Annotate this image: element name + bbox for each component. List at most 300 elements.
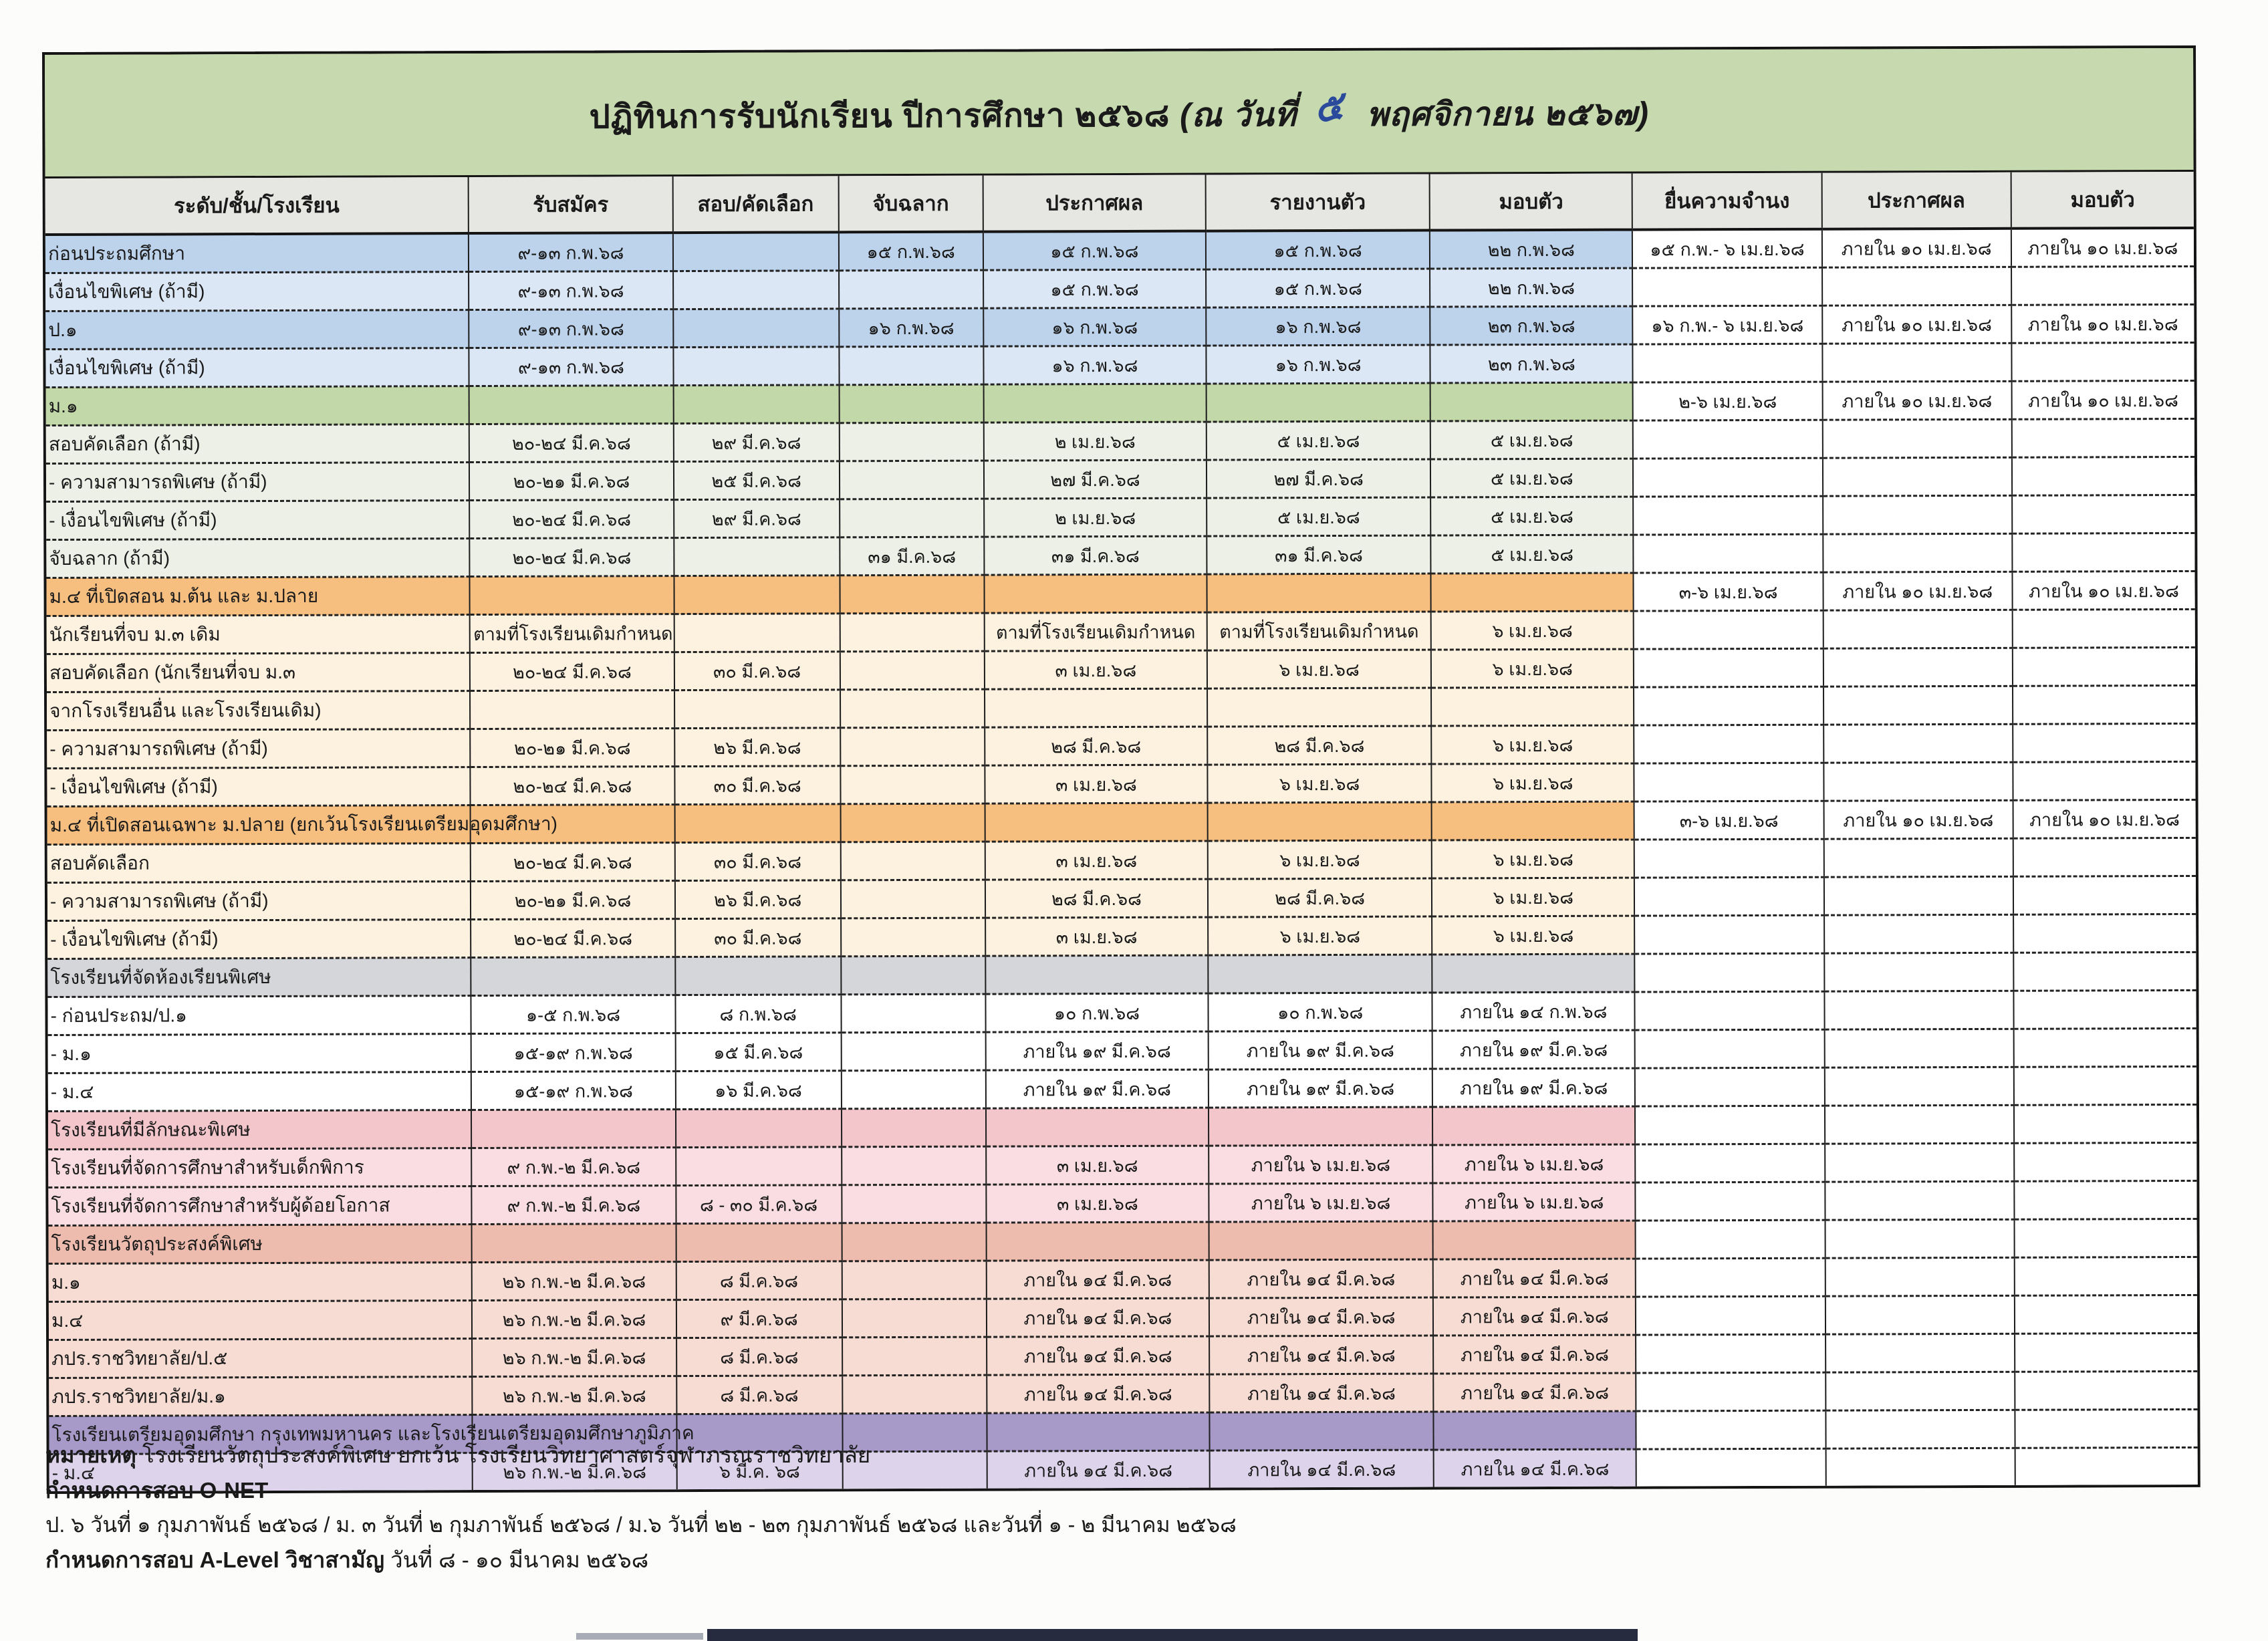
- date-cell: ๑๖ ก.พ.๖๘: [983, 307, 1206, 346]
- date-cell: ๑๕ มี.ค.๖๘: [675, 1033, 841, 1071]
- date-cell: [2013, 723, 2195, 762]
- date-cell: [1433, 1221, 1636, 1259]
- row-label: ม.๔ ที่เปิดสอน ม.ต้น และ ม.ปลาย: [46, 577, 470, 616]
- date-cell: ๓ เม.ย.๖๘: [986, 1184, 1209, 1223]
- row-label: - เงื่อนไขพิเศษ (ถ้ามี): [47, 767, 471, 807]
- date-cell: [839, 346, 983, 385]
- handwritten-date: ๕: [1310, 83, 1348, 131]
- date-cell: ๑๕ ก.พ.๖๘: [983, 231, 1206, 271]
- date-cell: [1633, 420, 1822, 459]
- date-cell: ๒๖ มี.ค.๖๘: [674, 728, 840, 767]
- date-cell: ภายใน ๑๙ มี.ค.๖๘: [1209, 1069, 1432, 1108]
- date-cell: [840, 461, 984, 499]
- date-cell: ๖ เม.ย.๖๘: [1208, 916, 1432, 955]
- date-cell: ภายใน ๑๙ มี.ค.๖๘: [1432, 1030, 1635, 1069]
- date-cell: [1430, 382, 1633, 421]
- date-cell: ๕ เม.ย.๖๘: [1207, 497, 1430, 536]
- note-text: โรงเรียนวัตถุประสงค์พิเศษ ยกเว้น โรงเรียนวิทยาศาสตร์จุฬาภรณราชวิทยาลัย: [142, 1442, 871, 1467]
- date-cell: [674, 576, 840, 614]
- date-cell: ภายใน ๑๐ เม.ย.๖๘: [1822, 305, 2011, 344]
- row-label: โรงเรียนที่จัดการศึกษาสำหรับเด็กพิการ: [48, 1148, 472, 1188]
- date-cell: [1635, 1106, 1824, 1144]
- date-cell: [842, 1261, 986, 1299]
- date-cell: [2013, 647, 2195, 686]
- date-cell: [1636, 1144, 1825, 1182]
- column-header: รายงานตัว: [1206, 174, 1430, 231]
- date-cell: ภายใน ๑๔ มี.ค.๖๘: [1210, 1450, 1434, 1488]
- section-header-row: [47, 799, 2196, 844]
- date-cell: ๒๖ ก.พ.-๒ มี.ค.๖๘: [472, 1262, 676, 1301]
- date-cell: ตามที่โรงเรียนเดิมกำหนด: [984, 612, 1207, 651]
- date-cell: ภายใน ๑๐ เม.ย.๖๘: [2012, 571, 2194, 610]
- row-label: จับฉลาก (ถ้ามี): [46, 539, 470, 578]
- date-cell: [1635, 915, 1824, 954]
- date-cell: ๒๖ ก.พ.-๒ มี.ค.๖๘: [473, 1376, 676, 1415]
- date-cell: ๑๐ ก.พ.๖๘: [1208, 993, 1432, 1031]
- date-cell: [2013, 838, 2195, 876]
- date-cell: [984, 574, 1207, 613]
- row-label: ภปร.ราชวิทยาลัย/ม.๑: [49, 1377, 473, 1416]
- date-cell: [986, 1108, 1209, 1146]
- date-cell: ๕ เม.ย.๖๘: [1207, 421, 1430, 460]
- date-cell: [471, 1110, 675, 1148]
- date-cell: [1633, 344, 1822, 382]
- date-cell: ๓๐ มี.ค.๖๘: [674, 766, 840, 805]
- date-cell: [673, 347, 839, 386]
- date-cell: [674, 804, 840, 843]
- date-cell: ๒๐-๒๔ มี.ค.๖๘: [471, 767, 674, 805]
- note-label: หมายเหตุ: [45, 1442, 136, 1467]
- table-row: [47, 647, 2195, 692]
- date-cell: [842, 1375, 987, 1414]
- date-cell: ๕ เม.ย.๖๘: [1431, 535, 1634, 574]
- date-cell: ภายใน ๑๔ มี.ค.๖๘: [1433, 1335, 1636, 1374]
- date-cell: ๖ เม.ย.๖๘: [1207, 764, 1431, 803]
- date-cell: ๒๒ ก.พ.๖๘: [1430, 268, 1632, 307]
- date-cell: [985, 688, 1207, 727]
- date-cell: [1823, 648, 2012, 686]
- onet-detail: ป. ๖ วันที่ ๑ กุมภาพันธ์ ๒๕๖๘ / ม. ๓ วันที่ ๒ กุมภาพันธ์ ๒๕๖๘ / ม.๖ วันที่ ๒๒ - ๒๓ กุมภาพันธ์ ๒๕๖๘ และวันที่ ๑ - ๒ มีนาคม ๒๕๖๘: [45, 1513, 1237, 1537]
- table-row: [49, 1371, 2197, 1416]
- date-cell: ๓๑ มี.ค.๖๘: [984, 536, 1207, 575]
- date-cell: [1824, 1067, 2013, 1106]
- date-cell: [2013, 761, 2195, 800]
- date-cell: [1431, 573, 1634, 612]
- date-cell: ๙-๑๓ ก.พ.๖๘: [469, 348, 673, 386]
- admissions-table-body: [45, 228, 2198, 1491]
- date-cell: [472, 1224, 676, 1263]
- table-row: [46, 457, 2194, 501]
- table-row: [45, 342, 2194, 387]
- date-cell: [840, 499, 984, 537]
- row-label: ม.๑: [49, 1263, 473, 1302]
- row-label: - ความสามารถพิเศษ (ถ้ามี): [47, 729, 471, 769]
- date-cell: ๘ มี.ค.๖๘: [676, 1376, 842, 1414]
- date-cell: [840, 765, 985, 804]
- date-cell: ๖ เม.ย.๖๘: [1208, 840, 1432, 879]
- date-cell: [2013, 914, 2196, 953]
- table-row: [45, 228, 2194, 273]
- title-bar: [45, 48, 2194, 178]
- date-cell: [1824, 914, 2013, 953]
- section-header-row: [48, 1104, 2196, 1149]
- date-cell: [676, 1223, 842, 1262]
- section-header-row: [47, 952, 2196, 997]
- date-cell: [1632, 267, 1821, 306]
- date-cell: ๓๐ มี.ค.๖๘: [674, 842, 840, 881]
- date-cell: [1823, 838, 2013, 877]
- date-cell: ๒๐-๒๔ มี.ค.๖๘: [469, 424, 673, 463]
- date-cell: ๖ เม.ย.๖๘: [1431, 611, 1634, 650]
- date-cell: [1634, 648, 1823, 687]
- date-cell: [2013, 1028, 2196, 1067]
- row-label: โรงเรียนที่จัดห้องเรียนพิเศษ: [47, 958, 471, 997]
- row-label: โรงเรียนเตรียมอุดมศึกษา กรุงเทพมหานคร และโรงเรียนเตรียมอุดมศึกษาภูมิภาค: [49, 1415, 473, 1455]
- column-header: จับฉลาก: [838, 176, 983, 233]
- date-cell: [2014, 1066, 2196, 1105]
- date-cell: ๖ เม.ย.๖๘: [1432, 840, 1634, 878]
- date-cell: ๒ เม.ย.๖๘: [984, 422, 1207, 461]
- date-cell: [1635, 991, 1824, 1030]
- date-cell: ๒๖ ก.พ.-๒ มี.ค.๖๘: [472, 1338, 676, 1377]
- date-cell: [840, 651, 985, 690]
- date-cell: [2014, 1142, 2196, 1181]
- date-cell: ภายใน ๑๔ มี.ค.๖๘: [1209, 1259, 1433, 1298]
- date-cell: ๖ เม.ย.๖๘: [1432, 878, 1634, 916]
- table-row: [48, 1180, 2196, 1225]
- admission-calendar-sheet: [42, 45, 2200, 1494]
- table-row: [47, 838, 2196, 882]
- date-cell: [2015, 1371, 2197, 1410]
- date-cell: ๒๖ ก.พ.-๒ มี.ค.๖๘: [473, 1453, 676, 1490]
- row-label: - เงื่อนไขพิเศษ (ถ้ามี): [47, 920, 471, 959]
- section-header-row: [46, 380, 2194, 425]
- table-row: [45, 304, 2194, 349]
- date-cell: ภายใน ๑๔ มี.ค.๖๘: [1433, 1373, 1636, 1412]
- date-cell: ๒๓ ก.พ.๖๘: [1430, 344, 1633, 383]
- date-cell: [1825, 1334, 2015, 1372]
- column-header: ประกาศผล: [983, 175, 1205, 232]
- date-cell: [841, 994, 985, 1033]
- date-cell: [1825, 1181, 2014, 1220]
- column-header: รับสมัคร: [469, 176, 672, 233]
- date-cell: [983, 384, 1206, 422]
- date-cell: ภายใน ๑๙ มี.ค.๖๘: [985, 1031, 1208, 1070]
- table-row: [47, 609, 2195, 654]
- date-cell: [840, 613, 984, 652]
- date-cell: ๓-๖ เม.ย.๖๘: [1634, 801, 1823, 840]
- date-cell: ๖ มี.ค. ๖๘: [676, 1452, 842, 1489]
- date-cell: [2013, 952, 2196, 991]
- date-cell: [674, 690, 840, 729]
- date-cell: [1635, 953, 1824, 992]
- alevel-text: วันที่ ๘ - ๑๐ มีนาคม ๒๕๖๘: [390, 1547, 649, 1572]
- date-cell: [2015, 1333, 2197, 1372]
- row-label: สอบคัดเลือก (ถ้ามี): [46, 424, 470, 464]
- date-cell: [1207, 574, 1431, 612]
- date-cell: [1636, 1372, 1825, 1411]
- date-cell: ๑๖ ก.พ.๖๘: [839, 308, 983, 347]
- date-cell: ๘ มี.ค.๖๘: [676, 1261, 842, 1300]
- date-cell: ภายใน ๖ เม.ย.๖๘: [1209, 1183, 1432, 1222]
- table-row: [47, 723, 2195, 768]
- date-cell: ๖ เม.ย.๖๘: [1431, 725, 1634, 764]
- date-cell: [1824, 876, 2013, 915]
- date-cell: ๓๑ มี.ค.๖๘: [1207, 535, 1430, 574]
- date-cell: ๒๖ มี.ค.๖๘: [674, 880, 840, 919]
- date-cell: [1209, 1107, 1432, 1146]
- date-cell: [1207, 383, 1430, 422]
- date-cell: [841, 956, 985, 995]
- date-cell: [839, 270, 983, 309]
- date-cell: [1634, 496, 1823, 535]
- date-cell: [1432, 1106, 1635, 1145]
- date-cell: [1825, 1295, 2014, 1334]
- date-cell: [674, 614, 840, 652]
- date-cell: ๓๐ มี.ค.๖๘: [675, 918, 841, 957]
- date-cell: ๒๐-๒๑ มี.ค.๖๘: [471, 729, 674, 767]
- date-cell: [840, 727, 985, 766]
- date-cell: ๒-๖ เม.ย.๖๘: [1633, 382, 1822, 420]
- date-cell: ภายใน ๑๔ มี.ค.๖๘: [987, 1260, 1209, 1299]
- date-cell: [841, 1032, 985, 1071]
- date-cell: [1635, 1029, 1824, 1068]
- row-label: ภปร.ราชวิทยาลัย/ป.๕: [49, 1339, 473, 1378]
- date-cell: [470, 690, 674, 729]
- date-cell: [676, 1147, 842, 1186]
- date-cell: [673, 271, 839, 309]
- date-cell: [1636, 1258, 1825, 1297]
- date-cell: ๘ ก.พ.๖๘: [675, 995, 841, 1033]
- date-cell: [1824, 991, 2013, 1029]
- date-cell: [2011, 342, 2194, 381]
- date-cell: [1208, 955, 1432, 993]
- column-header: ยื่นความจำนง: [1632, 173, 1821, 230]
- table-row: [46, 533, 2194, 578]
- row-label: - ม.๑: [48, 1034, 472, 1074]
- title-main: ปฏิทินการรับนักเรียน ปีการศึกษา ๒๕๖๘: [589, 97, 1170, 135]
- date-cell: [1636, 1220, 1825, 1259]
- date-cell: ๓ เม.ย.๖๘: [985, 765, 1207, 803]
- row-label: สอบคัดเลือก (นักเรียนที่จบ ม.๓: [47, 653, 471, 692]
- date-cell: [1634, 877, 1823, 916]
- date-cell: [986, 1222, 1209, 1261]
- date-cell: [1634, 839, 1823, 878]
- date-cell: ๙-๑๓ ก.พ.๖๘: [469, 233, 672, 271]
- date-cell: ๒๙ มี.ค.๖๘: [674, 499, 840, 538]
- date-cell: ภายใน ๑๐ เม.ย.๖๘: [1822, 381, 2011, 420]
- date-cell: [2014, 1257, 2196, 1295]
- column-header: ระดับ/ชั้น/โรงเรียน: [45, 177, 469, 235]
- date-cell: [1636, 1334, 1825, 1373]
- date-cell: [839, 384, 983, 423]
- onet-heading: กำหนดการสอบ O-NET: [45, 1478, 269, 1503]
- table-row: [47, 990, 2196, 1035]
- column-header: มอบตัว: [2011, 172, 2193, 229]
- date-cell: ๒๐-๒๔ มี.ค.๖๘: [470, 652, 674, 691]
- date-cell: ๒๖ ก.พ.-๒ มี.ค.๖๘: [472, 1300, 676, 1339]
- date-cell: ๑๕-๑๙ ก.พ.๖๘: [471, 1071, 675, 1110]
- date-cell: ภายใน ๑๔ มี.ค.๖๘: [987, 1374, 1209, 1413]
- date-cell: ๑๖ ก.พ.๖๘: [983, 346, 1206, 384]
- date-cell: [672, 232, 838, 271]
- date-cell: [1634, 686, 1823, 725]
- date-cell: [1209, 1221, 1433, 1260]
- date-cell: ๑๕ ก.พ.๖๘: [1206, 231, 1430, 270]
- date-cell: ภายใน ๑๙ มี.ค.๖๘: [986, 1069, 1209, 1108]
- date-cell: ๘ - ๓๐ มี.ค.๖๘: [676, 1185, 842, 1224]
- date-cell: ๒๘ มี.ค.๖๘: [985, 879, 1208, 918]
- date-cell: [2015, 1295, 2197, 1334]
- date-cell: ภายใน ๑๙ มี.ค.๖๘: [1209, 1031, 1432, 1069]
- table-row: [49, 1333, 2197, 1378]
- row-label: โรงเรียนที่มีลักษณะพิเศษ: [48, 1110, 472, 1150]
- date-cell: [2013, 990, 2196, 1029]
- date-cell: [471, 957, 675, 996]
- date-cell: [2013, 685, 2195, 724]
- date-cell: ภายใน ๑๔ มี.ค.๖๘: [1433, 1259, 1636, 1297]
- date-cell: [673, 309, 839, 348]
- date-cell: [1634, 534, 1823, 573]
- row-label: นักเรียนที่จบ ม.๓ เดิม: [47, 615, 471, 654]
- row-label: ม.๑: [46, 386, 470, 426]
- date-cell: ๑๖ ก.พ.๖๘: [1206, 307, 1430, 346]
- date-cell: ๓ เม.ย.๖๘: [986, 1146, 1209, 1184]
- date-cell: ภายใน ๖ เม.ย.๖๘: [1432, 1144, 1635, 1183]
- date-cell: [470, 576, 674, 615]
- date-cell: [1822, 343, 2011, 382]
- date-cell: [1822, 419, 2011, 458]
- title-paren-prefix: (ณ วันที่: [1179, 96, 1297, 134]
- date-cell: ๒๐-๒๔ มี.ค.๖๘: [470, 500, 674, 539]
- date-cell: [1824, 1029, 2013, 1067]
- date-cell: ภายใน ๑๔ มี.ค.๖๘: [987, 1450, 1209, 1489]
- row-label: ม.๔: [49, 1301, 473, 1340]
- table-row: [49, 1295, 2197, 1340]
- date-cell: ภายใน ๑๐ เม.ย.๖๘: [1821, 229, 2011, 267]
- date-cell: [840, 842, 985, 880]
- date-cell: ๒๘ มี.ค.๖๘: [1208, 878, 1432, 917]
- date-cell: ๑๖ ก.พ.- ๖ เม.ย.๖๘: [1633, 305, 1822, 344]
- table-row: [49, 1257, 2197, 1301]
- date-cell: [2012, 418, 2194, 457]
- date-cell: [1823, 724, 2013, 763]
- column-header-row: [45, 172, 2194, 235]
- date-cell: ๑-๕ ก.พ.๖๘: [471, 995, 675, 1034]
- row-label: โรงเรียนวัตถุประสงค์พิเศษ: [49, 1225, 473, 1264]
- row-label: เงื่อนไขพิเศษ (ถ้ามี): [45, 348, 469, 388]
- date-cell: [1825, 1105, 2014, 1144]
- date-cell: ๓ เม.ย.๖๘: [985, 841, 1208, 880]
- date-cell: ภายใน ๑๐ เม.ย.๖๘: [1823, 800, 2013, 839]
- scan-artifact: [576, 1633, 703, 1640]
- section-header-row: [46, 571, 2194, 616]
- date-cell: ๑๖ มี.ค.๖๘: [675, 1071, 841, 1110]
- date-cell: [1825, 1257, 2014, 1296]
- date-cell: ภายใน ๑๐ เม.ย.๖๘: [2011, 380, 2194, 419]
- table-row: [45, 266, 2194, 311]
- date-cell: [842, 1108, 986, 1147]
- date-cell: [842, 1070, 986, 1109]
- date-cell: [985, 955, 1208, 994]
- date-cell: ตามที่โรงเรียนเดิมกำหนด: [470, 614, 674, 653]
- date-cell: [1823, 610, 2012, 648]
- date-cell: ๒๗ มี.ค.๖๘: [1207, 459, 1430, 498]
- date-cell: [2012, 609, 2194, 648]
- column-header: สอบ/คัดเลือก: [672, 176, 838, 233]
- date-cell: ภายใน ๑๐ เม.ย.๖๘: [2013, 799, 2195, 838]
- date-cell: ภายใน ๑๐ เม.ย.๖๘: [1823, 572, 2012, 610]
- table-row: [47, 914, 2196, 959]
- date-cell: ภายใน ๑๐ เม.ย.๖๘: [2011, 304, 2194, 343]
- date-cell: [1823, 533, 2012, 572]
- row-label: โรงเรียนที่จัดการศึกษาสำหรับผู้ด้อยโอกาส: [48, 1186, 472, 1226]
- date-cell: [1823, 457, 2012, 496]
- date-cell: [1432, 954, 1635, 993]
- date-cell: [1634, 725, 1823, 763]
- date-cell: [842, 1184, 986, 1223]
- date-cell: ๑๖ ก.พ.๖๘: [1206, 345, 1430, 384]
- date-cell: [1823, 762, 2013, 801]
- date-cell: ๙ ก.พ.-๒ มี.ค.๖๘: [472, 1186, 676, 1225]
- date-cell: ภายใน ๑๔ มี.ค.๖๘: [1433, 1297, 1636, 1336]
- date-cell: ๒๕ มี.ค.๖๘: [674, 461, 840, 500]
- table-row: [46, 418, 2194, 463]
- date-cell: [1431, 687, 1634, 726]
- admission-calendar-table: [45, 172, 2198, 1491]
- row-label: - ความสามารถพิเศษ (ถ้ามี): [47, 882, 471, 921]
- note-line: [45, 1437, 2225, 1473]
- date-cell: ๕ เม.ย.๖๘: [1430, 459, 1633, 497]
- date-cell: [676, 1109, 842, 1148]
- date-cell: ๕ เม.ย.๖๘: [1430, 420, 1633, 459]
- row-label: - ม.๔: [49, 1453, 473, 1491]
- date-cell: [2012, 495, 2194, 533]
- date-cell: ภายใน ๖ เม.ย.๖๘: [1433, 1182, 1636, 1221]
- column-header: มอบตัว: [1430, 174, 1632, 231]
- date-cell: ๒๗ มี.ค.๖๘: [984, 460, 1207, 499]
- table-row: [48, 1066, 2196, 1111]
- date-cell: ภายใน ๑๔ มี.ค.๖๘: [987, 1336, 1209, 1375]
- table-row: [48, 1142, 2196, 1187]
- date-cell: [1636, 1296, 1825, 1335]
- date-cell: [1634, 610, 1823, 649]
- date-cell: [842, 1337, 987, 1376]
- row-label: - ความสามารถพิเศษ (ถ้ามี): [46, 463, 470, 502]
- date-cell: ๙ มี.ค.๖๘: [676, 1299, 842, 1338]
- date-cell: [2014, 1104, 2196, 1143]
- date-cell: [1207, 688, 1431, 727]
- row-label: ก่อนประถมศึกษา: [45, 233, 469, 273]
- date-cell: [1636, 1182, 1825, 1221]
- table-row: [47, 876, 2196, 920]
- date-cell: [2012, 457, 2194, 495]
- row-label: ป.๑: [45, 310, 469, 350]
- date-cell: ๒๐-๒๑ มี.ค.๖๘: [469, 462, 673, 501]
- date-cell: ภายใน ๑๔ มี.ค.๖๘: [1209, 1336, 1433, 1374]
- date-cell: ๓๑ มี.ค.๖๘: [840, 537, 984, 576]
- date-cell: [1208, 802, 1432, 841]
- row-label: สอบคัดเลือก: [47, 844, 471, 883]
- column-header: ประกาศผล: [1821, 172, 2011, 229]
- date-cell: ๒๐-๒๑ มี.ค.๖๘: [471, 881, 674, 920]
- date-cell: [842, 1299, 987, 1338]
- title-paren-suffix: พฤศจิกายน ๒๕๖๗): [1366, 96, 1650, 133]
- date-cell: [674, 537, 840, 576]
- date-cell: ๑๕-๑๙ ก.พ.๖๘: [471, 1033, 675, 1072]
- date-cell: [842, 1223, 986, 1261]
- date-cell: [2014, 1219, 2196, 1257]
